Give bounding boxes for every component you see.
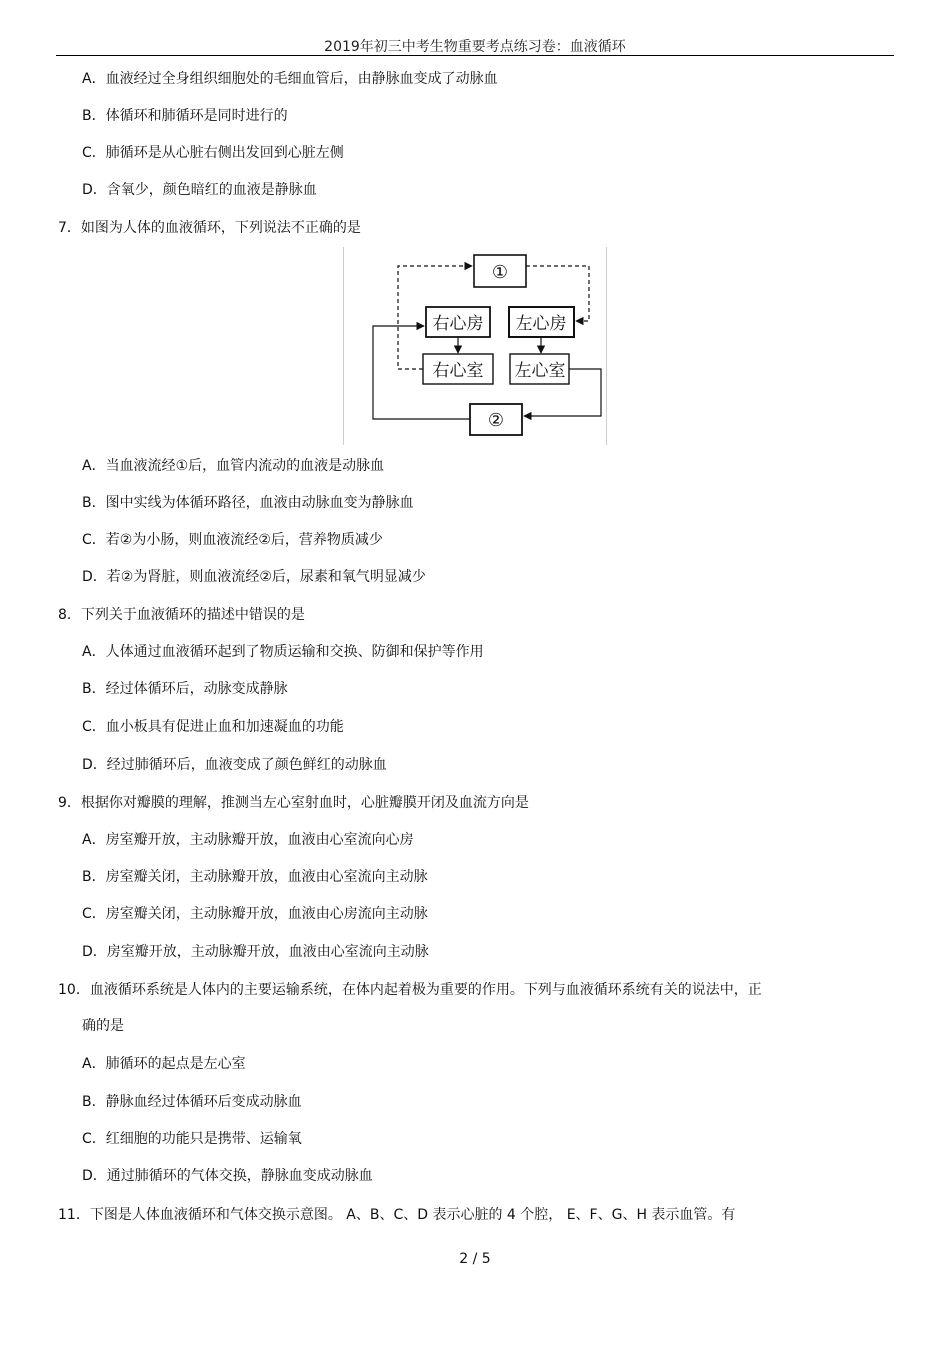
q6-option-d: D．含氧少，颜色暗红的血液是静脉血 (82, 182, 317, 198)
q7-option-a: A．当血液流经①后，血管内流动的血液是动脉血 (82, 458, 385, 474)
q9-option-d: D．房室瓣开放，主动脉瓣开放，血液由心室流向主动脉 (82, 944, 429, 960)
q9-option-c: C．房室瓣关闭，主动脉瓣开放，血液由心房流向主动脉 (82, 906, 428, 922)
q6-option-a: A．血液经过全身组织细胞处的毛细血管后，由静脉血变成了动脉血 (82, 71, 498, 87)
q9-stem: 9．根据你对瓣膜的理解，推测当左心室射血时，心脏瓣膜开闭及血流方向是 (58, 795, 529, 811)
q11-stem: 11．下图是人体血液循环和气体交换示意图。 A、B、C、D 表示心脏的 4 个腔， E、F、G、H 表示血管。有 (58, 1207, 736, 1223)
right-ventricle-label: 右心室 (432, 361, 484, 381)
q10-stem: 10．血液循环系统是人体内的主要运输系统，在体内起着极为重要的作用。下列与血液循环系统有关的说法中，正 (58, 982, 762, 998)
q9-option-b: B．房室瓣关闭，主动脉瓣开放，血液由心室流向主动脉 (82, 869, 428, 885)
left-atrium-label: 左心房 (515, 314, 567, 334)
q10-option-b: B．静脉血经过体循环后变成动脉血 (82, 1094, 302, 1110)
circulation-diagram-svg (344, 247, 606, 445)
q8-option-c: C．血小板具有促进止血和加速凝血的功能 (82, 719, 344, 735)
circulation-diagram (343, 247, 607, 445)
q7-option-d: D．若②为肾脏，则血液流经②后，尿素和氧气明显减少 (82, 569, 426, 585)
page-header-title: 2019年初三中考生物重要考点练习卷：血液循环 (324, 39, 626, 55)
page-number: 2 / 5 (459, 1251, 491, 1267)
q10-stem-continued: 确的是 (82, 1018, 124, 1034)
q8-option-d: D．经过肺循环后，血液变成了颜色鲜红的动脉血 (82, 757, 387, 773)
q8-option-b: B．经过体循环后，动脉变成静脉 (82, 681, 288, 697)
q8-stem: 8．下列关于血液循环的描述中错误的是 (58, 607, 305, 623)
q8-option-a: A．人体通过血液循环起到了物质运输和交换、防御和保护等作用 (82, 644, 484, 660)
q9-option-a: A．房室瓣开放，主动脉瓣开放，血液由心室流向心房 (82, 832, 414, 848)
left-ventricle-label: 左心室 (514, 361, 566, 381)
organ-1-label: ① (491, 262, 509, 283)
organ-2-label: ② (487, 410, 505, 431)
q7-option-c: C．若②为小肠，则血液流经②后，营养物质减少 (82, 532, 383, 548)
q6-option-b: B．体循环和肺循环是同时进行的 (82, 108, 288, 124)
header-divider (56, 55, 894, 56)
q6-option-c: C．肺循环是从心脏右侧出发回到心脏左侧 (82, 145, 344, 161)
q10-option-a: A．肺循环的起点是左心室 (82, 1056, 246, 1072)
right-atrium-label: 右心房 (432, 314, 484, 334)
q7-stem: 7．如图为人体的血液循环，下列说法不正确的是 (58, 220, 361, 236)
q7-option-b: B．图中实线为体循环路径，血液由动脉血变为静脉血 (82, 495, 414, 511)
q10-option-d: D．通过肺循环的气体交换，静脉血变成动脉血 (82, 1168, 373, 1184)
q10-option-c: C．红细胞的功能只是携带、运输氧 (82, 1131, 302, 1147)
